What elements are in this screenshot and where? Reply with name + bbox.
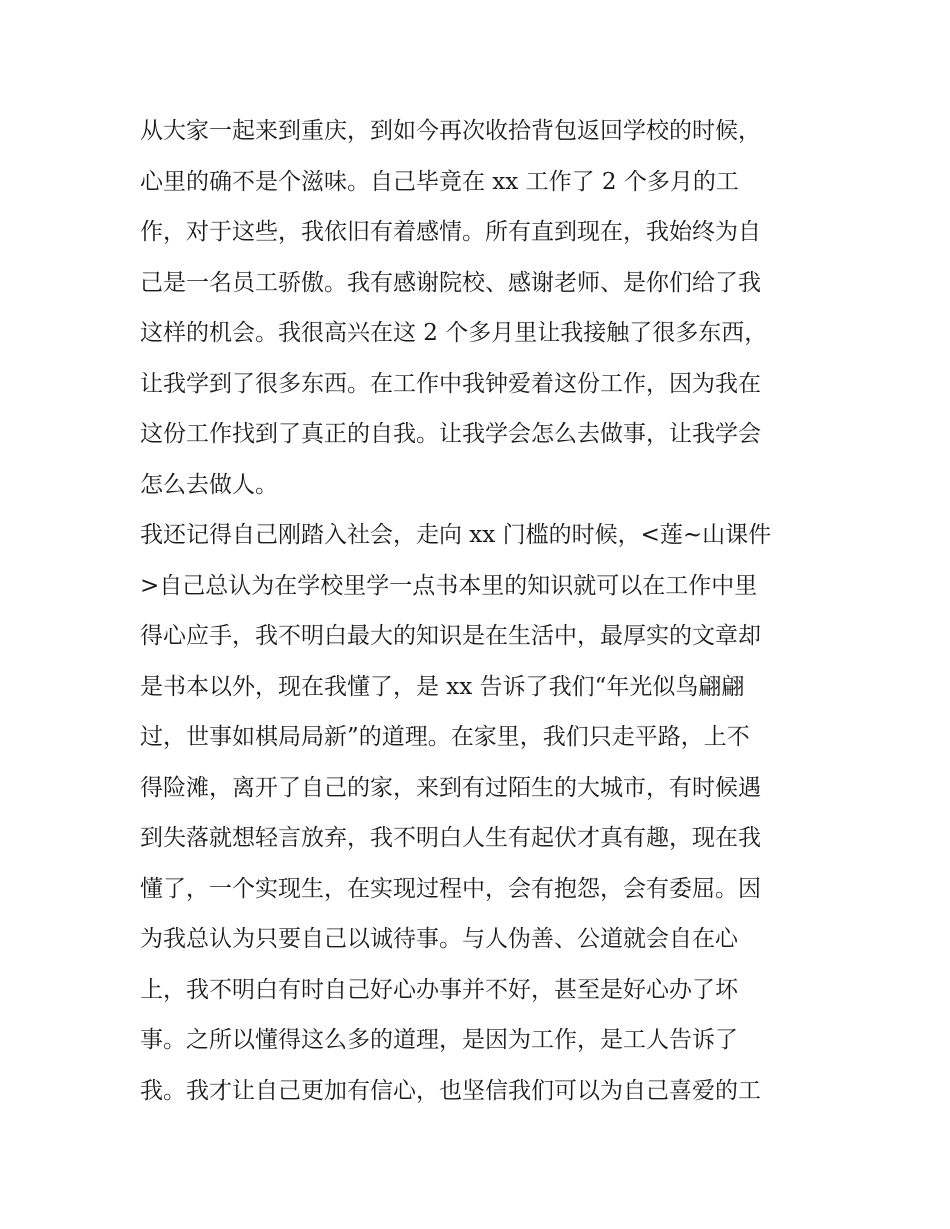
text-line: 己是一名员工骄傲。我有感谢院校、感谢老师、是你们给了我 bbox=[140, 269, 761, 296]
text-line: 怎么去做人。 bbox=[140, 471, 278, 498]
text-line: 为我总认为只要自己以诚待事。与人伪善、公道就会自在心 bbox=[140, 926, 738, 952]
text-line: 作，对于这些，我依旧有着感情。所有直到现在，我始终为自 bbox=[140, 219, 761, 245]
text-line: 到失落就想轻言放弃，我不明白人生有起伏才真有趣，现在我 bbox=[140, 825, 761, 851]
text-line: 让我学到了很多东西。在工作中我钟爱着这份工作，因为我在 bbox=[140, 370, 761, 397]
text-line: 我。我才让自己更加有信心，也坚信我们可以为自己喜爱的工 bbox=[140, 1077, 761, 1104]
text-line: 上，我不明白有时自己好心办事并不好，甚至是好心办了坏 bbox=[140, 976, 738, 1003]
text-line: 这份工作找到了真正的自我。让我学会怎么去做事，让我学会 bbox=[140, 421, 761, 447]
text-line: 从大家一起来到重庆，到如今再次收拾背包返回学校的时候， bbox=[140, 118, 761, 144]
text-line: 这样的机会。我很高兴在这 2 个多月里让我接触了很多东西， bbox=[140, 320, 768, 346]
text-line: 过，世事如棋局局新”的道理。在家里，我们只走平路，上不 bbox=[140, 724, 750, 750]
text-line: 得险滩，离开了自己的家，来到有过陌生的大城市，有时候遇 bbox=[140, 774, 761, 801]
text-line: 我还记得自己刚踏入社会，走向 xx 门槛的时候，<莲~山课件 bbox=[140, 522, 772, 548]
text-line: 懂了，一个实现生，在实现过程中，会有抱怨，会有委屈。因 bbox=[140, 875, 761, 902]
text-line: 是书本以外，现在我懂了，是 xx 告诉了我们“年光似鸟翩翩 bbox=[140, 673, 745, 700]
text-line: >自己总认为在学校里学一点书本里的知识就可以在工作中里 bbox=[140, 572, 758, 599]
text-line: 得心应手，我不明白最大的知识是在生活中，最厚实的文章却 bbox=[140, 623, 761, 649]
text-line: 事。之所以懂得这么多的道理，是因为工作，是工人告诉了 bbox=[140, 1027, 738, 1053]
text-line: 心里的确不是个滋味。自己毕竟在 xx 工作了 2 个多月的工 bbox=[140, 168, 739, 195]
body-text bbox=[140, 106, 820, 1116]
